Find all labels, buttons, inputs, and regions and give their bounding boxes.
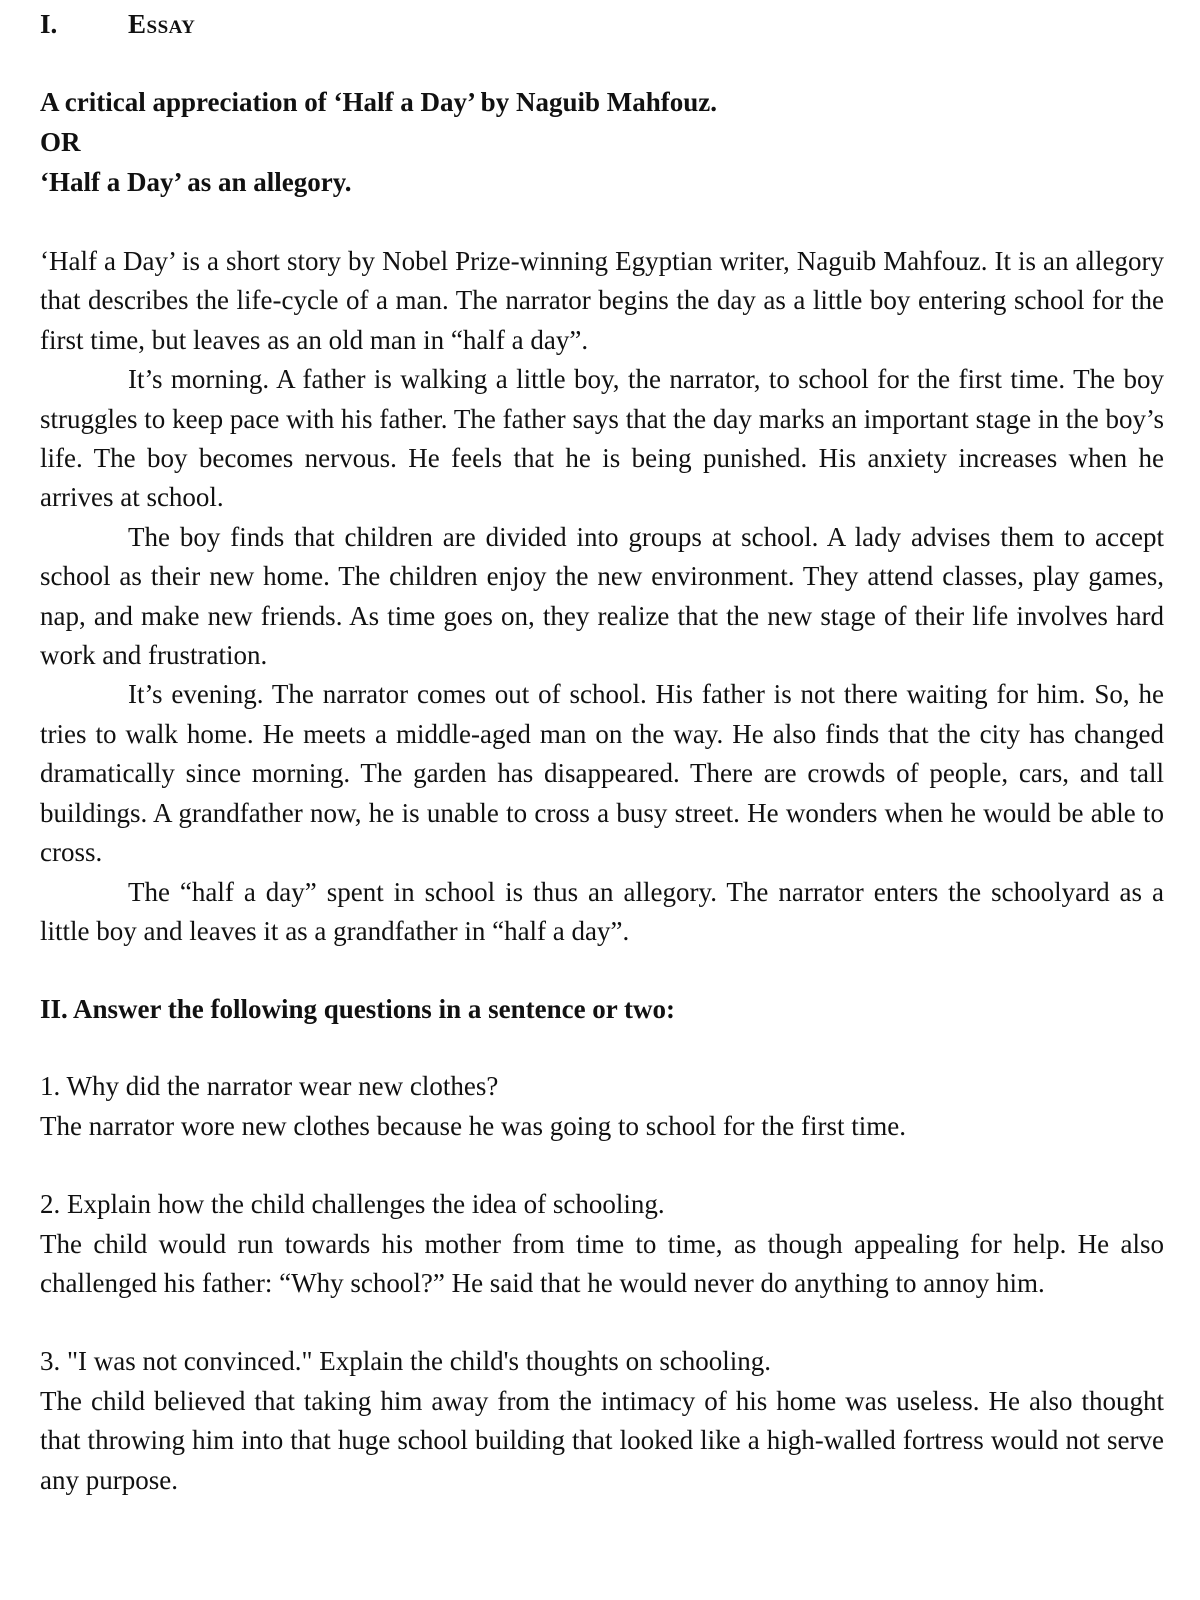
essay-paragraph: The “half a day” spent in school is thus an allegory. The narrator enters the schoolyard as a little boy and leaves it as a grandfather in “half a day”. — [40, 876, 1164, 946]
essay-paragraph: ‘Half a Day’ is a short story by Nobel Prize-winning Egyptian writer, Naguib Mahfouz. It is an allegory that describes the life-cycle of a man. The narrator begins the day as a little boy entering school for the first time, but leaves as an old man in “half a day”. — [40, 246, 1164, 355]
section-heading-essay — [40, 8, 1164, 40]
qa-item — [40, 1067, 1164, 1146]
answer-text: The child would run towards his mother from time to time, as though appealing for help. He also challenged his father: “Why school?” He said that he would never do anything to annoy him. — [40, 1228, 1164, 1298]
question-text: 3. "I was not convinced." Explain the child's thoughts on schooling. — [40, 1346, 772, 1377]
essay-paragraph: The boy finds that children are divided into groups at school. A lady advises them to accept school as their new home. The children enjoy the new environment. They attend classes, play games, nap, and make new friends. As time goes on, they realize that the new stage of their life involves hard work and frustration. — [40, 521, 1164, 671]
question-text: 1. Why did the narrator wear new clothes? — [40, 1071, 499, 1102]
answer-text: The narrator wore new clothes because he was going to school for the first time. — [40, 1110, 906, 1141]
qa-item — [40, 1342, 1164, 1500]
section-title: Essay — [128, 9, 196, 39]
question-text: 2. Explain how the child challenges the idea of schooling. — [40, 1189, 665, 1220]
section-heading-questions: II. Answer the following questions in a sentence or two: — [40, 994, 676, 1025]
essay-title-or: OR — [40, 127, 81, 157]
answer-text: The child believed that taking him away from the intimacy of his home was useless. He also thought that throwing him into that huge school building that looked like a high-walled fortress would not serve any purpose. — [40, 1385, 1164, 1495]
essay-title-alternate: ‘Half a Day’ as an allegory. — [40, 167, 352, 197]
essay-body — [40, 242, 1164, 951]
essay-titles — [40, 82, 1164, 202]
document-page — [40, 8, 1164, 1539]
question-answer-list — [40, 1067, 1164, 1500]
essay-paragraph: It’s evening. The narrator comes out of school. His father is not there waiting for him. So, he tries to walk home. He meets a middle-aged man on the way. He also finds that the city has changed dramatically since morning. The garden has disappeared. There are crowds of people, cars, and tall buildings. A grandfather now, he is unable to cross a busy street. He wonders when he would be able to cross. — [40, 679, 1164, 868]
section-number: I. — [40, 9, 58, 39]
essay-paragraph: It’s morning. A father is walking a little boy, the narrator, to school for the first time. The boy struggles to keep pace with his father. The father says that the day marks an important stage in the boy’s life. The boy becomes nervous. He feels that he is being punished. His anxiety increases when he arrives at school. — [40, 364, 1164, 513]
essay-title-primary: A critical appreciation of ‘Half a Day’ by Naguib Mahfouz. — [40, 87, 717, 117]
qa-item — [40, 1185, 1164, 1303]
